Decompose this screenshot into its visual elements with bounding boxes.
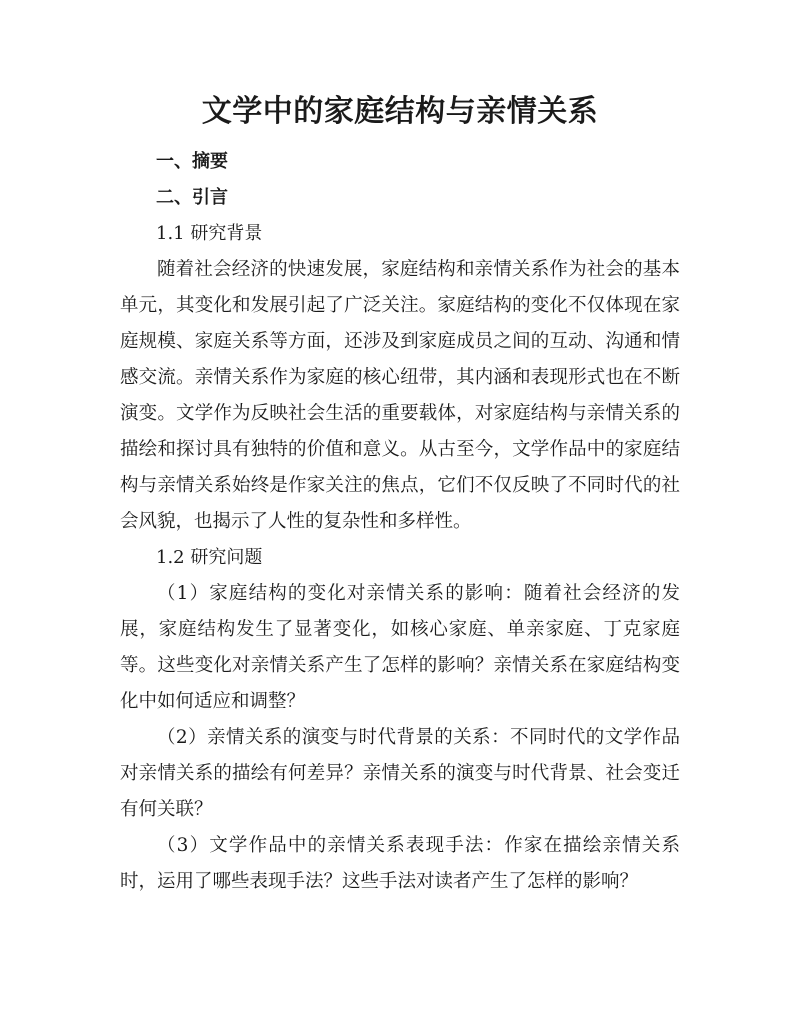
abstract-heading: 一、摘要 <box>156 151 228 172</box>
document-title: 文学中的家庭结构与亲情关系 <box>201 94 599 129</box>
research-question-2: （2）亲情关系的演变与时代背景的关系：不同时代的文学作品对亲情关系的描绘有何差异？亲情关系的演变与时代背景、社会变迁有何关联？ <box>120 727 680 820</box>
document-body <box>120 144 680 900</box>
background-heading: 1.1 研究背景 <box>156 223 263 244</box>
intro-heading: 二、引言 <box>156 187 228 208</box>
background-paragraph: 随着社会经济的快速发展，家庭结构和亲情关系作为社会的基本单元，其变化和发展引起了广泛关注。家庭结构的变化不仅体现在家庭规模、家庭关系等方面，还涉及到家庭成员之间的互动、沟通和情感交流。亲情关系作为家庭的核心纽带，其内涵和表现形式也在不断演变。文学作为反映社会生活的重要载体，对家庭结构与亲情关系的描绘和探讨具有独特的价值和意义。从古至今，文学作品中的家庭结构与亲情关系始终是作家关注的焦点，它们不仅反映了不同时代的社会风貌，也揭示了人性的复杂性和多样性。 <box>120 259 680 532</box>
questions-heading: 1.2 研究问题 <box>156 547 263 568</box>
research-question-1: （1）家庭结构的变化对亲情关系的影响：随着社会经济的发展，家庭结构发生了显著变化，如核心家庭、单亲家庭、丁克家庭等。这些变化对亲情关系产生了怎样的影响？亲情关系在家庭结构变化中如何适应和调整？ <box>120 583 680 712</box>
research-question-3: （3）文学作品中的亲情关系表现手法：作家在描绘亲情关系时，运用了哪些表现手法？这些手法对读者产生了怎样的影响？ <box>120 835 680 892</box>
